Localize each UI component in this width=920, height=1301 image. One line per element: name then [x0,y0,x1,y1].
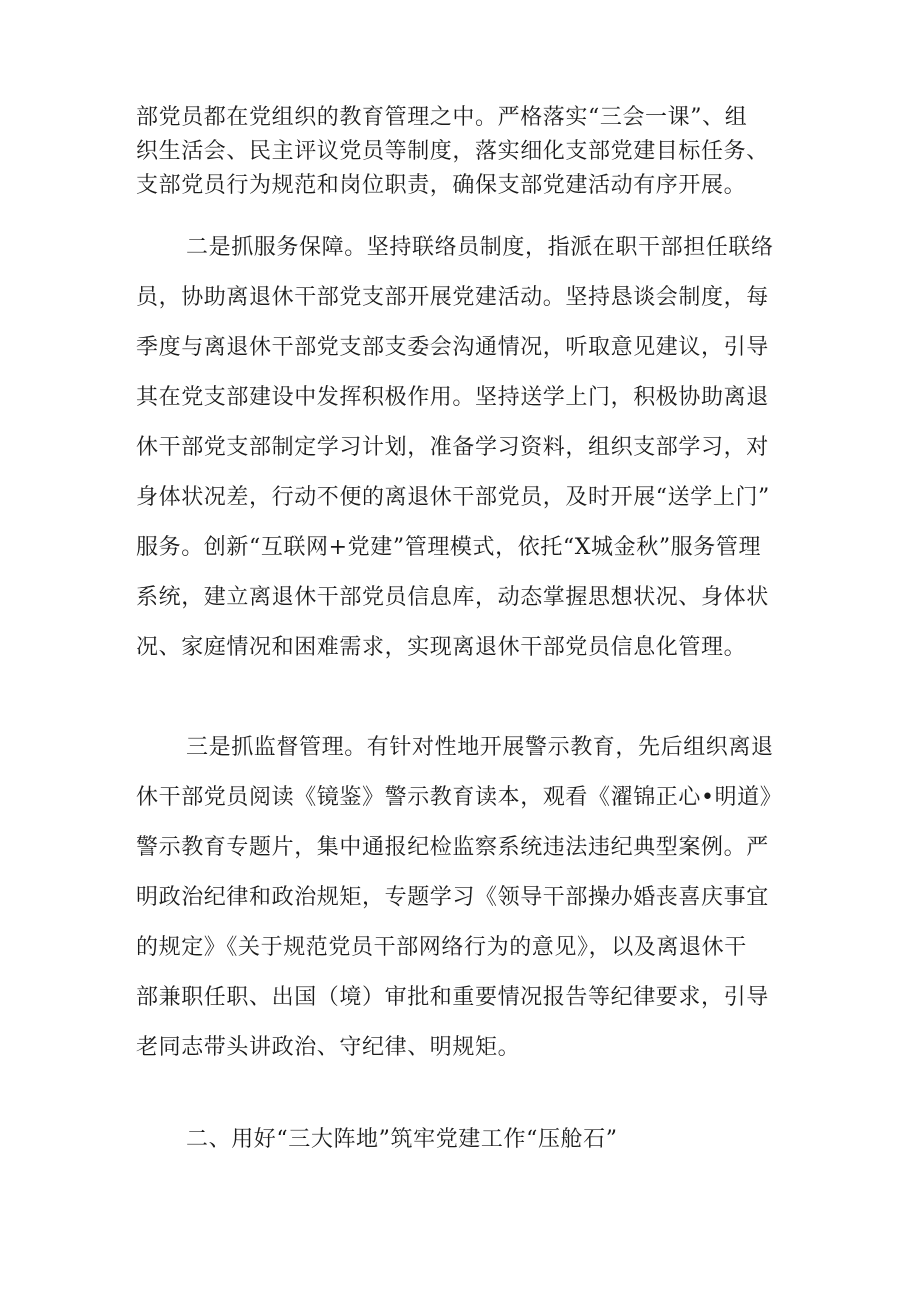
paragraph-3-line-1: 三是抓监督管理。有针对性地开展警示教育，先后组织离退 [186,735,774,760]
paragraph-2-line-1: 二是抓服务保障。坚持联络员制度，指派在职干部担任联络 [186,235,774,260]
paragraph-1-line-3: 支部党员行为规范和岗位职责，确保支部党建活动有序开展。 [136,173,747,198]
paragraph-3-line-3: 警示教育专题片，集中通报纪检监察系统违法违纪典型案例。严 [136,835,769,860]
paragraph-2-line-8: 系统，建立离退休干部党员信息库，动态掌握思想状况、身体状 [136,585,769,610]
paragraph-2-line-7: 服务。创新“互联网+党建”管理模式，依托“X城金秋”服务管理 [136,535,762,560]
paragraph-1-line-1: 部党员都在党组织的教育管理之中。严格落实“三会一课”、组 [136,105,748,130]
paragraph-2-line-4: 其在党支部建设中发挥积极作用。坚持送学上门，积极协助离退 [136,385,769,410]
paragraph-2-line-9: 况、家庭情况和困难需求，实现离退休干部党员信息化管理。 [136,635,747,660]
paragraph-2-line-3: 季度与离退休干部党支部支委会沟通情况，听取意见建议，引导 [136,335,769,360]
paragraph-3-line-4: 明政治纪律和政治规矩，专题学习《领导干部操办婚丧喜庆事宜 [136,885,769,910]
paragraph-2-line-6: 身体状况差，行动不便的离退休干部党员，及时开展“送学上门” [136,485,770,510]
paragraph-2-line-5: 休干部党支部制定学习计划，准备学习资料，组织支部学习，对 [136,435,769,460]
paragraph-2-line-2: 员，协助离退休干部党支部开展党建活动。坚持恳谈会制度，每 [136,285,769,310]
paragraph-3-line-5: 的规定》《关于规范党员干部网络行为的意见》，以及离退休干 [136,935,747,960]
section-heading: 二、用好“三大阵地”筑牢党建工作“压舱石” [186,1127,618,1152]
paragraph-1-line-2: 织生活会、民主评议党员等制度，落实细化支部党建目标任务、 [136,139,769,164]
paragraph-3-line-2: 休干部党员阅读《镜鉴》警示教育读本，观看《濯锦正心•明道》 [136,785,783,810]
paragraph-3-line-6: 部兼职任职、出国（境）审批和重要情况报告等纪律要求，引导 [136,985,769,1010]
paragraph-3-line-7: 老同志带头讲政治、守纪律、明规矩。 [136,1035,521,1060]
